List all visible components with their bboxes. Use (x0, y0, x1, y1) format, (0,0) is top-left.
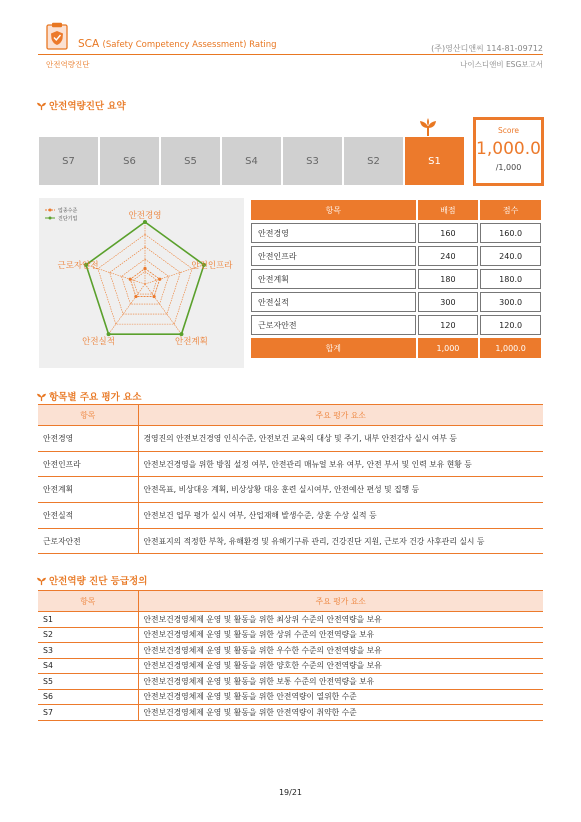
header-item: 항목 (38, 405, 138, 426)
header-score: 점수 (480, 200, 541, 220)
row-name: 안전계획 (38, 477, 138, 503)
radar-axis-label: 안전인프라 (191, 260, 233, 271)
row-desc: 경영진의 안전보건경영 인식수준, 안전보건 교육의 대상 및 주기, 내부 안전감사 실시 여부 등 (138, 426, 543, 452)
table-row (38, 627, 543, 643)
row-name: 안전경영 (38, 426, 138, 452)
total-row (251, 338, 541, 358)
legend-company-marker (49, 217, 52, 220)
grade-cell: S7 (39, 137, 98, 185)
definitions-section-title (36, 573, 147, 587)
grade-cell: S6 (100, 137, 159, 185)
row-grade: S5 (38, 674, 138, 690)
elements-table (38, 404, 543, 554)
grade-cell-active: S1 (405, 137, 464, 185)
header-item: 항목 (251, 200, 416, 220)
radar-axis-label: 안전계획 (175, 337, 208, 348)
page-number: 19/21 (278, 788, 303, 797)
table-row (38, 503, 543, 529)
score-box (473, 117, 544, 186)
radar-axis-label: 근로자안전 (57, 260, 99, 271)
row-name: 안전경영 (251, 223, 416, 243)
row-name: 안전인프라 (251, 246, 416, 266)
row-name: 안전계획 (251, 269, 416, 289)
header-item: 항목 (38, 591, 138, 612)
table-row (38, 705, 543, 721)
table-row (38, 612, 543, 628)
row-max: 300 (418, 292, 479, 312)
legend-industry-label: 업종수준 (58, 208, 78, 214)
row-name: 안전실적 (38, 503, 138, 529)
clipboard-shield-icon (46, 22, 68, 50)
radar-point-industry (158, 278, 161, 281)
company-info: (주)영산디앤씨 114-81-09712 (431, 44, 543, 53)
table-row (38, 451, 543, 477)
radar-chart-svg (39, 198, 244, 368)
table-row (251, 315, 541, 335)
total-score: 1,000.0 (480, 338, 541, 358)
grade-cell: S4 (222, 137, 281, 185)
grade-cell: S5 (161, 137, 220, 185)
row-name: 안전인프라 (38, 451, 138, 477)
table-row (38, 477, 543, 503)
total-max: 1,000 (418, 338, 479, 358)
header-desc: 주요 평가 요소 (138, 405, 543, 426)
header-rule (38, 54, 543, 55)
grade-cell: S3 (283, 137, 342, 185)
title-main: SCA (78, 38, 100, 50)
row-desc: 안전목표, 비상대응 계획, 비상상황 대응 훈련 실시여부, 안전예산 편성 및 집행 등 (138, 477, 543, 503)
legend-company-label: 진단기업 (58, 216, 78, 222)
row-score: 180.0 (480, 269, 541, 289)
total-name: 합계 (251, 338, 416, 358)
row-grade: S4 (38, 658, 138, 674)
radar-point-company (179, 332, 183, 336)
table-row (38, 689, 543, 705)
sprout-bullet-icon (36, 391, 47, 402)
elements-title-text: 항목별 주요 평가 요소 (49, 392, 142, 403)
score-table (249, 197, 543, 361)
table-row (251, 269, 541, 289)
row-grade: S7 (38, 705, 138, 721)
table-row (38, 426, 543, 452)
radar-point-industry (143, 267, 146, 270)
row-desc: 안전보건경영체제 운영 및 활동을 위한 양호한 수준의 안전역량을 보유 (138, 658, 543, 674)
header-desc: 주요 평가 요소 (138, 591, 543, 612)
table-row (251, 246, 541, 266)
row-grade: S3 (38, 643, 138, 659)
row-desc: 안전보건경영체제 운영 및 활동을 위한 안전역량이 취약한 수준 (138, 705, 543, 721)
radar-axis-label: 안전경영 (128, 211, 162, 221)
legend-industry-marker (49, 209, 52, 212)
table-row (38, 643, 543, 659)
page-header (0, 0, 581, 80)
score-value: 1,000.0 (476, 139, 541, 159)
radar-point-company (107, 332, 111, 336)
table-row (251, 223, 541, 243)
radar-point-industry (129, 278, 132, 281)
row-score: 300.0 (480, 292, 541, 312)
score-table-header (251, 200, 541, 220)
row-grade: S2 (38, 627, 138, 643)
report-title (78, 38, 277, 50)
row-max: 180 (418, 269, 479, 289)
row-desc: 안전보건경영체제 운영 및 활동을 위한 우수한 수준의 안전역량을 보유 (138, 643, 543, 659)
table-row (38, 658, 543, 674)
row-grade: S1 (38, 612, 138, 628)
table-row (38, 528, 543, 554)
elements-section-title (36, 389, 142, 403)
row-score: 120.0 (480, 315, 541, 335)
radar-axis-line (145, 284, 181, 334)
score-label: Score (497, 126, 519, 135)
grade-scale (39, 137, 464, 185)
summary-title-text: 안전역량진단 요약 (49, 101, 126, 112)
summary-section-title (36, 98, 126, 112)
row-desc: 안전표지의 적정한 부착, 유해환경 및 유해기구류 관리, 건강진단 지원, 근로자 건강 사후관리 실시 등 (138, 528, 543, 554)
table-row (38, 674, 543, 690)
radar-axis-label: 안전실적 (82, 337, 115, 348)
radar-point-industry (153, 295, 156, 298)
score-max: /1,000 (495, 163, 522, 172)
report-name: 나이스디앤비 ESG보고서 (460, 60, 543, 69)
row-desc: 안전보건경영체제 운영 및 활동을 위한 상위 수준의 안전역량을 보유 (138, 627, 543, 643)
radar-point-industry (134, 295, 137, 298)
row-name: 안전실적 (251, 292, 416, 312)
sprout-bullet-icon (36, 575, 47, 586)
header-max: 배점 (418, 200, 479, 220)
radar-axis-line (109, 284, 145, 334)
row-desc: 안전보건경영체제 운영 및 활동을 위한 최상위 수준의 안전역량을 보유 (138, 612, 543, 628)
row-desc: 안전보건경영을 위한 방침 설정 여부, 안전관리 매뉴얼 보유 여부, 안전 부서 및 인력 보유 현황 등 (138, 451, 543, 477)
row-max: 240 (418, 246, 479, 266)
table-row (251, 292, 541, 312)
row-grade: S6 (38, 689, 138, 705)
title-sub: (Safety Competency Assessment) Rating (102, 40, 277, 50)
row-max: 160 (418, 223, 479, 243)
definitions-table (38, 590, 543, 721)
grade-cell: S2 (344, 137, 403, 185)
sprout-bullet-icon (36, 100, 47, 111)
row-desc: 안전보건경영체제 운영 및 활동을 위한 안전역량이 열위한 수준 (138, 689, 543, 705)
active-grade-sprout-icon (418, 117, 438, 137)
row-name: 근로자안전 (38, 528, 138, 554)
doc-type: 안전역량진단 (46, 60, 90, 69)
row-score: 240.0 (480, 246, 541, 266)
definitions-title-text: 안전역량 진단 등급정의 (49, 576, 148, 587)
row-score: 160.0 (480, 223, 541, 243)
row-desc: 안전보건경영체제 운영 및 활동을 위한 보통 수준의 안전역량을 보유 (138, 674, 543, 690)
row-max: 120 (418, 315, 479, 335)
row-desc: 안전보건 업무 평가 실시 여부, 산업재해 발생수준, 상훈 수상 실적 등 (138, 503, 543, 529)
radar-chart (39, 198, 244, 368)
row-name: 근로자안전 (251, 315, 416, 335)
